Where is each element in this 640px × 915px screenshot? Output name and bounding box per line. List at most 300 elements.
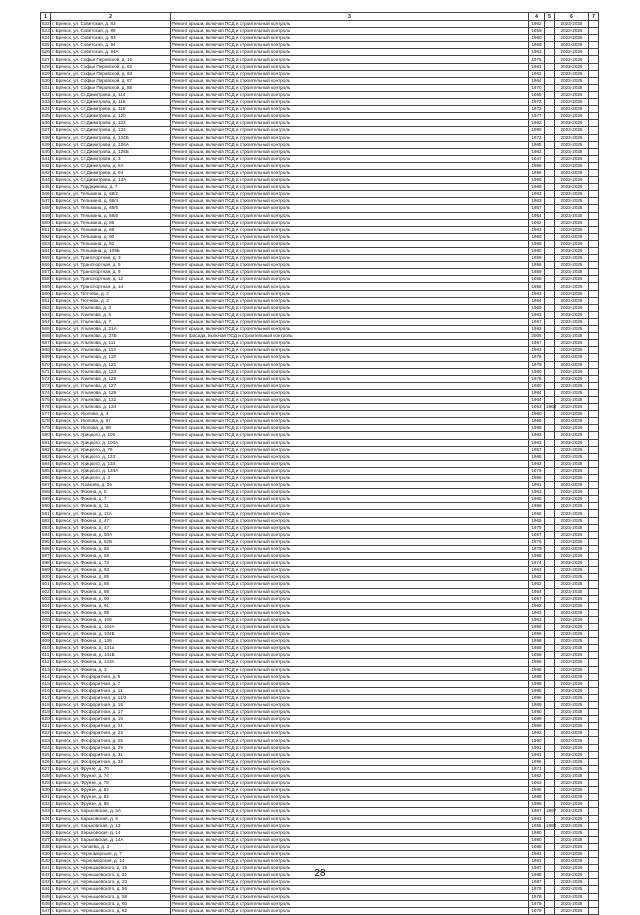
- second-year-cell: [545, 326, 555, 333]
- year-cell: 1963: [529, 226, 545, 233]
- period-cell: 2023-2025: [555, 411, 589, 418]
- table-row: [41, 21, 599, 28]
- work-type-cell: Ремонт крыши, включая ПСД и строительный контроль: [171, 531, 529, 538]
- empty-cell: [589, 616, 599, 623]
- row-number-cell: 598: [42, 560, 50, 566]
- empty-cell: [589, 141, 599, 148]
- second-year-cell: [545, 829, 555, 836]
- work-type-cell: Ремонт крыши, включая ПСД и строительный контроль: [171, 411, 529, 418]
- second-year-cell: [545, 446, 555, 453]
- work-type-cell: Ремонт крыши, включая ПСД и строительный контроль: [171, 865, 529, 872]
- table-row: [41, 446, 599, 453]
- year-cell: 1963: [529, 191, 545, 198]
- address-cell: г. Брянск, ул. Урицкого, д. 122: [51, 453, 171, 460]
- table-row: [41, 382, 599, 389]
- period-cell: 2023-2025: [555, 744, 589, 751]
- empty-cell: [589, 460, 599, 467]
- empty-cell: [589, 226, 599, 233]
- empty-cell: [589, 205, 599, 212]
- year-cell: 1971: [529, 765, 545, 772]
- address-cell: г. Брянск, ул. Ульянова, д. 132: [51, 396, 171, 403]
- row-number-cell: 640: [42, 858, 50, 864]
- row-number-cell: 566: [42, 333, 50, 339]
- address-cell: г. Брянск, ул. Ст.Димитрова, д. 124: [51, 127, 171, 134]
- second-year-cell: [545, 84, 555, 91]
- column-number-4: 4: [529, 13, 545, 21]
- year-cell: 1966: [529, 240, 545, 247]
- row-number-cell: 602: [42, 588, 50, 594]
- year-cell: 1995: [529, 687, 545, 694]
- period-cell: 2023-2025: [555, 652, 589, 659]
- address-cell: г. Брянск, ул. Фрунзе, д. 70: [51, 765, 171, 772]
- year-cell: 1985: [529, 787, 545, 794]
- row-number-cell: 584: [42, 460, 50, 466]
- work-type-cell: Ремонт крыши, включая ПСД и строительный контроль: [171, 496, 529, 503]
- address-cell: г. Брянск, ул. Ст.Димитрова, д. 114: [51, 91, 171, 98]
- year-cell: 1962: [529, 219, 545, 226]
- address-cell: г. Брянск, ул. Фокина, д. 66: [51, 545, 171, 552]
- work-type-cell: Ремонт крыши, включая ПСД и строительный контроль: [171, 730, 529, 737]
- period-cell: 2023-2025: [555, 347, 589, 354]
- address-cell: г. Брянск, ул. Ульянова, д. 21А: [51, 326, 171, 333]
- table-row: [41, 35, 599, 42]
- period-cell: 2023-2025: [555, 106, 589, 113]
- table-row: [41, 297, 599, 304]
- second-year-cell: [545, 91, 555, 98]
- table-row: [41, 418, 599, 425]
- address-cell: г. Брянск, ул. Тельмана, д. 68/4: [51, 198, 171, 205]
- empty-cell: [589, 446, 599, 453]
- period-cell: 2023-2025: [555, 751, 589, 758]
- period-cell: 2023-2025: [555, 602, 589, 609]
- work-type-cell: Ремонт крыши, включая ПСД и строительный контроль: [171, 702, 529, 709]
- year-cell: 1955: [529, 177, 545, 184]
- work-type-cell: Ремонт крыши, включая ПСД и строительный контроль: [171, 588, 529, 595]
- second-year-cell: [545, 496, 555, 503]
- row-number-cell: 627: [42, 765, 50, 771]
- work-type-cell: Ремонт крыши, включая ПСД и строительный контроль: [171, 460, 529, 467]
- table-row: [41, 439, 599, 446]
- period-cell: 2023-2025: [555, 226, 589, 233]
- work-type-cell: Ремонт крыши, включая ПСД и строительный контроль: [171, 361, 529, 368]
- work-type-cell: Ремонт крыши, включая ПСД и строительный контроль: [171, 255, 529, 262]
- table-row: [41, 432, 599, 439]
- year-cell: 1962: [529, 602, 545, 609]
- row-number-cell: 635: [42, 822, 50, 828]
- address-cell: г. Брянск, ул. Советская, д. 63: [51, 21, 171, 28]
- period-cell: 2023-2025: [555, 120, 589, 127]
- year-cell: 1977: [529, 113, 545, 120]
- period-cell: 2023-2025: [555, 673, 589, 680]
- row-number-cell: 617: [42, 694, 50, 700]
- row-number-cell: 612: [42, 659, 50, 665]
- period-cell: 2023-2025: [555, 503, 589, 510]
- row-number-cell: 592: [42, 517, 50, 523]
- row-number-cell: 550: [42, 219, 50, 225]
- work-type-cell: Ремонт крыши, включая ПСД и строительный контроль: [171, 77, 529, 84]
- empty-cell: [589, 843, 599, 850]
- second-year-cell: [545, 588, 555, 595]
- year-cell: 1968: [529, 553, 545, 560]
- period-cell: 2023-2025: [555, 318, 589, 325]
- address-cell: г. Брянск, ул. Транспортная, д. 14: [51, 283, 171, 290]
- year-cell: 1981: [529, 850, 545, 857]
- period-cell: 2023-2025: [555, 879, 589, 886]
- table-row: [41, 240, 599, 247]
- second-year-cell: [545, 631, 555, 638]
- address-cell: г. Брянск, ул. Харьковская, д. 14А: [51, 836, 171, 843]
- address-cell: г. Брянск, ул. Фокина, д. 141Б: [51, 652, 171, 659]
- period-cell: 2023-2025: [555, 262, 589, 269]
- address-cell: г. Брянск, ул. Транспортная, д. 12: [51, 276, 171, 283]
- year-cell: 1956: [529, 262, 545, 269]
- second-year-cell: [545, 276, 555, 283]
- period-cell: 2023-2025: [555, 588, 589, 595]
- period-cell: 2023-2025: [555, 304, 589, 311]
- table-row: [41, 517, 599, 524]
- period-cell: 2023-2025: [555, 91, 589, 98]
- row-number-cell: 557: [42, 269, 50, 275]
- table-row: [41, 609, 599, 616]
- period-cell: 2023-2025: [555, 680, 589, 687]
- row-number-cell: 553: [42, 240, 50, 246]
- year-cell: 1957: [529, 205, 545, 212]
- year-cell: 1965: [529, 517, 545, 524]
- second-year-cell: [545, 233, 555, 240]
- period-cell: 2023-2025: [555, 99, 589, 106]
- row-number-cell: 542: [42, 162, 50, 168]
- table-row: [41, 503, 599, 510]
- address-cell: г. Брянск, ул. Харьковская, д. 3А: [51, 808, 171, 815]
- period-cell: 2023-2025: [555, 84, 589, 91]
- table-row: [41, 120, 599, 127]
- work-type-cell: Ремонт крыши, включая ПСД и строительный контроль: [171, 758, 529, 765]
- row-number-cell: 646: [42, 900, 50, 906]
- second-year-cell: [545, 226, 555, 233]
- table-row: [41, 808, 599, 815]
- row-number-cell: 622: [42, 730, 50, 736]
- period-cell: 2023-2025: [555, 297, 589, 304]
- work-type-cell: Ремонт крыши, включая ПСД и строительный контроль: [171, 694, 529, 701]
- period-cell: 2023-2025: [555, 70, 589, 77]
- row-number-cell: 632: [42, 801, 50, 807]
- period-cell: 2023-2025: [555, 21, 589, 28]
- address-cell: г. Брянск, ул. Советская, д. 93: [51, 35, 171, 42]
- empty-cell: [589, 113, 599, 120]
- work-type-cell: Ремонт крыши, включая ПСД и строительный контроль: [171, 886, 529, 893]
- second-year-cell: [545, 609, 555, 616]
- row-number-cell: 569: [42, 354, 50, 360]
- table-row: [41, 716, 599, 723]
- work-type-cell: Ремонт крыши, включая ПСД и строительный контроль: [171, 432, 529, 439]
- table-row: [41, 510, 599, 517]
- address-cell: г. Брянск, ул. Ульянова, д. 125: [51, 375, 171, 382]
- address-cell: г. Брянск, ул. Чернышевского, д. 21: [51, 872, 171, 879]
- period-cell: 2023-2025: [555, 177, 589, 184]
- empty-cell: [589, 21, 599, 28]
- address-cell: г. Брянск, ул. Советская, д. 94А: [51, 49, 171, 56]
- work-type-cell: Ремонт крыши, включая ПСД и строительный контроль: [171, 545, 529, 552]
- table-row: [41, 340, 599, 347]
- second-year-cell: [545, 240, 555, 247]
- address-cell: г. Брянск, ул. Ст.Димитрова, д. 120: [51, 113, 171, 120]
- address-cell: г. Брянск, ул. Советская, д. 94: [51, 42, 171, 49]
- table-row: [41, 255, 599, 262]
- row-number-cell: 634: [42, 815, 50, 821]
- period-cell: 2023-2025: [555, 787, 589, 794]
- period-cell: 2023-2025: [555, 219, 589, 226]
- work-type-cell: Ремонт крыши, включая ПСД и строительный контроль: [171, 304, 529, 311]
- year-cell: 1962: [529, 432, 545, 439]
- row-number-cell: 525: [42, 42, 50, 48]
- period-cell: 2023-2025: [555, 425, 589, 432]
- row-number-cell: 620: [42, 716, 50, 722]
- table-row: [41, 283, 599, 290]
- year-cell: 1960: [529, 35, 545, 42]
- table-row: [41, 91, 599, 98]
- empty-cell: [589, 262, 599, 269]
- address-cell: г. Брянск, ул. Тельмана, д. 90: [51, 233, 171, 240]
- row-number-cell: 562: [42, 304, 50, 310]
- row-number-cell: 614: [42, 673, 50, 679]
- address-cell: г. Брянск, ул. Ульянова, д. 119: [51, 354, 171, 361]
- year-cell: 1964: [529, 297, 545, 304]
- table-row: [41, 99, 599, 106]
- year-cell: 1976: [529, 375, 545, 382]
- row-number-cell: 588: [42, 489, 50, 495]
- row-number-cell: 595: [42, 538, 50, 544]
- second-year-cell: [545, 106, 555, 113]
- address-cell: г. Брянск, ул. Ульянова, д. 123: [51, 368, 171, 375]
- period-cell: 2023-2025: [555, 865, 589, 872]
- period-cell: 2023-2025: [555, 49, 589, 56]
- address-cell: г. Брянск, ул. Ст.Димитрова, д. 3: [51, 155, 171, 162]
- work-type-cell: Ремонт крыши, включая ПСД и строительный контроль: [171, 638, 529, 645]
- row-number-cell: 613: [42, 666, 50, 672]
- empty-cell: [589, 503, 599, 510]
- period-cell: 2023-2025: [555, 659, 589, 666]
- period-cell: 2023-2025: [555, 872, 589, 879]
- year-cell: 1963: [529, 460, 545, 467]
- empty-cell: [589, 212, 599, 219]
- table-row: [41, 673, 599, 680]
- work-type-cell: Ремонт крыши, включая ПСД и строительный контроль: [171, 489, 529, 496]
- address-cell: г. Брянск, ул. Ульянова, д. 5: [51, 311, 171, 318]
- empty-cell: [589, 148, 599, 155]
- row-number-cell: 601: [42, 581, 50, 587]
- year-cell: 1965: [529, 418, 545, 425]
- work-type-cell: Ремонт крыши, включая ПСД и строительный контроль: [171, 616, 529, 623]
- second-year-cell: [545, 262, 555, 269]
- empty-cell: [589, 687, 599, 694]
- period-cell: 2023-2025: [555, 368, 589, 375]
- work-type-cell: Ремонт крыши, включая ПСД и строительный контроль: [171, 687, 529, 694]
- address-cell: г. Брянск, ул. Черноморская, д. 7: [51, 850, 171, 857]
- row-number-cell: 611: [42, 652, 50, 658]
- empty-cell: [589, 276, 599, 283]
- table-row: [41, 219, 599, 226]
- address-cell: г. Брянск, ул. Тельмана, д. 68/6: [51, 212, 171, 219]
- period-cell: 2023-2025: [555, 517, 589, 524]
- empty-cell: [589, 333, 599, 340]
- row-number-cell: 564: [42, 318, 50, 324]
- year-cell: 1965: [529, 141, 545, 148]
- row-number-cell: 556: [42, 262, 50, 268]
- period-cell: 2023-2025: [555, 77, 589, 84]
- year-cell: 1975: [529, 886, 545, 893]
- period-cell: 2023-2025: [555, 453, 589, 460]
- table-row: [41, 751, 599, 758]
- work-type-cell: Ремонт крыши, включая ПСД и строительный контроль: [171, 99, 529, 106]
- second-year-cell: [545, 318, 555, 325]
- second-year-cell: [545, 850, 555, 857]
- table-row: [41, 815, 599, 822]
- empty-cell: [589, 858, 599, 865]
- work-type-cell: Ремонт крыши, включая ПСД и строительный контроль: [171, 645, 529, 652]
- work-type-cell: Ремонт крыши, включая ПСД и строительный контроль: [171, 631, 529, 638]
- empty-cell: [589, 567, 599, 574]
- address-cell: г. Брянск, ул. Фокина, д. 104А: [51, 623, 171, 630]
- empty-cell: [589, 801, 599, 808]
- table-row: [41, 659, 599, 666]
- empty-cell: [589, 588, 599, 595]
- row-number-cell: 563: [42, 311, 50, 317]
- address-cell: г. Брянск, ул. Фокина, д. 83: [51, 567, 171, 574]
- row-number-cell: 647: [42, 907, 50, 913]
- work-type-cell: Ремонт крыши, включая ПСД и строительный контроль: [171, 311, 529, 318]
- address-cell: г. Брянск, ул. Тарджимова, д. 7: [51, 184, 171, 191]
- row-number-cell: 629: [42, 780, 50, 786]
- table-row: [41, 709, 599, 716]
- year-cell: 1962: [529, 70, 545, 77]
- period-cell: 2023-2025: [555, 702, 589, 709]
- table-row: [41, 326, 599, 333]
- second-year-cell: [545, 35, 555, 42]
- work-type-cell: Ремонт крыши, включая ПСД и строительный контроль: [171, 716, 529, 723]
- second-year-cell: [545, 545, 555, 552]
- work-type-cell: Ремонт крыши, включая ПСД и строительный контроль: [171, 212, 529, 219]
- empty-cell: [589, 716, 599, 723]
- row-number-cell: 541: [42, 155, 50, 161]
- second-year-cell: [545, 716, 555, 723]
- year-cell: 1996: [529, 758, 545, 765]
- second-year-cell: [545, 396, 555, 403]
- period-cell: 2023-2025: [555, 900, 589, 907]
- row-number-cell: 630: [42, 787, 50, 793]
- period-cell: 2023-2025: [555, 510, 589, 517]
- address-cell: г. Брянск, ул. Ст.Димитрова, д. 126Б: [51, 148, 171, 155]
- empty-cell: [589, 248, 599, 255]
- address-cell: г. Брянск, ул. Фрунзе, д. 84: [51, 794, 171, 801]
- second-year-cell: [545, 751, 555, 758]
- work-type-cell: Ремонт крыши, включая ПСД и строительный контроль: [171, 666, 529, 673]
- address-cell: г. Брянск, ул. Ульянова, д. 113: [51, 347, 171, 354]
- table-row: [41, 141, 599, 148]
- work-type-cell: Ремонт крыши, включая ПСД и строительный контроль: [171, 49, 529, 56]
- table-row: [41, 84, 599, 91]
- address-cell: г. Брянск, ул. Ульянова, д. 121: [51, 361, 171, 368]
- second-year-cell: [545, 297, 555, 304]
- year-cell: 1967: [529, 808, 545, 815]
- column-number-header-row: [41, 13, 599, 21]
- year-cell: 1957: [529, 446, 545, 453]
- row-number-cell: 558: [42, 276, 50, 282]
- second-year-cell: [545, 311, 555, 318]
- address-cell: г. Брянск, ул. Ульянова, д. 134: [51, 404, 171, 411]
- table-row: [41, 311, 599, 318]
- work-type-cell: Ремонт крыши, включая ПСД и строительный контроль: [171, 900, 529, 907]
- second-year-cell: [545, 56, 555, 63]
- period-cell: 2023-2025: [555, 730, 589, 737]
- second-year-cell: [545, 432, 555, 439]
- table-row: [41, 765, 599, 772]
- row-number-cell: 539: [42, 141, 50, 147]
- empty-cell: [589, 28, 599, 35]
- year-cell: 1975: [529, 467, 545, 474]
- table-row: [41, 723, 599, 730]
- work-type-cell: Ремонт крыши, включая ПСД и строительный контроль: [171, 91, 529, 98]
- address-cell: г. Брянск, ул. Софьи Перовской, д. 63: [51, 70, 171, 77]
- table-row: [41, 595, 599, 602]
- year-cell: 1989: [529, 723, 545, 730]
- table-row: [41, 134, 599, 141]
- year-cell: 1958: [529, 475, 545, 482]
- address-cell: г. Брянск, ул. Ульянова, д. 127: [51, 382, 171, 389]
- second-year-cell: [545, 893, 555, 900]
- period-cell: 2023-2025: [555, 758, 589, 765]
- empty-cell: [589, 893, 599, 900]
- second-year-cell: [545, 772, 555, 779]
- period-cell: 2023-2025: [555, 311, 589, 318]
- row-number-cell: 593: [42, 524, 50, 530]
- second-year-cell: [545, 673, 555, 680]
- work-type-cell: Ремонт крыши, включая ПСД и строительный контроль: [171, 127, 529, 134]
- table-row: [41, 489, 599, 496]
- second-year-cell: [545, 836, 555, 843]
- address-cell: г. Брянск, ул. Урицкого, д. 3: [51, 475, 171, 482]
- second-year-cell: [545, 652, 555, 659]
- second-year-cell: 1980: [546, 822, 557, 828]
- table-row: [41, 212, 599, 219]
- second-year-cell: [545, 623, 555, 630]
- second-year-cell: [545, 177, 555, 184]
- year-cell: 1958: [529, 645, 545, 652]
- empty-cell: [589, 702, 599, 709]
- table-row: [41, 553, 599, 560]
- empty-cell: [589, 609, 599, 616]
- work-type-cell: Ремонт крыши, включая ПСД и строительный контроль: [171, 148, 529, 155]
- period-cell: 2023-2025: [555, 184, 589, 191]
- year-cell: 1957: [529, 340, 545, 347]
- empty-cell: [589, 169, 599, 176]
- work-type-cell: Ремонт крыши, включая ПСД и строительный контроль: [171, 262, 529, 269]
- year-cell: 1981: [529, 858, 545, 865]
- table-row: [41, 248, 599, 255]
- row-number-cell: 546: [42, 191, 50, 197]
- second-year-cell: [545, 198, 555, 205]
- work-type-cell: Ремонт крыши, включая ПСД и строительный контроль: [171, 63, 529, 70]
- work-type-cell: Ремонт крыши, включая ПСД и строительный контроль: [171, 396, 529, 403]
- period-cell: 2023-2025: [555, 581, 589, 588]
- year-cell: 1962: [529, 581, 545, 588]
- address-cell: г. Брянск, ул. Урицкого, д. 134: [51, 460, 171, 467]
- repair-schedule-table: [40, 12, 599, 915]
- second-year-cell: [545, 730, 555, 737]
- second-year-cell: 1968: [546, 404, 557, 410]
- row-number-cell: 560: [42, 290, 50, 296]
- empty-cell: [589, 184, 599, 191]
- work-type-cell: Ремонт крыши, включая ПСД и строительный контроль: [171, 290, 529, 297]
